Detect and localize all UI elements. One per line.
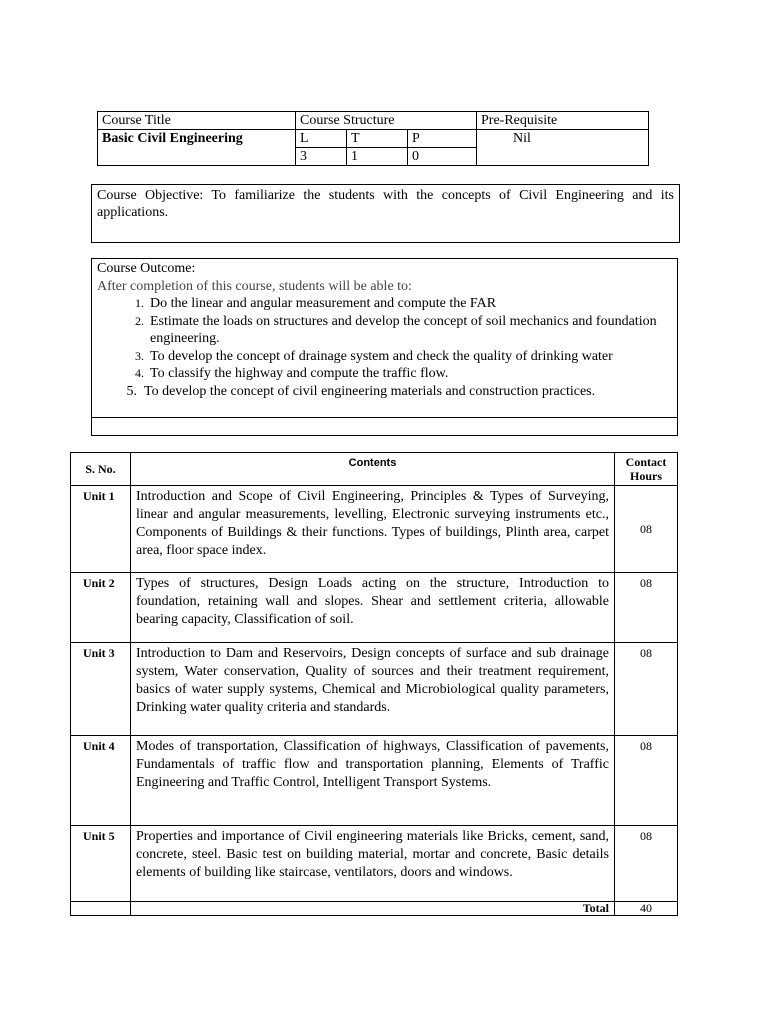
list-item [97, 348, 672, 366]
list-item [97, 295, 672, 313]
total-label: Total [131, 902, 615, 916]
unit-label: Unit 5 [71, 826, 131, 902]
total-row [71, 902, 678, 916]
outcome-empty-row [92, 417, 677, 435]
course-title-header: Course Title [98, 112, 296, 130]
table-row [71, 826, 678, 902]
contact-hours-header: Contact Hours [615, 453, 678, 486]
table-row [71, 486, 678, 573]
table-row [71, 573, 678, 643]
unit-label: Unit 1 [71, 486, 131, 573]
list-item-number: 5. [126, 383, 137, 399]
course-outcome-list [97, 295, 672, 400]
unit-contents: Introduction to Dam and Reservoirs, Design concepts of surface and sub drainage system, Water conservation, Quality of sources and their treatment requirement, basics of water supply systems, Chemical and Microbiological quality parameters, Drinking water quality criteria and standards. [131, 643, 615, 736]
lecture-label: L [296, 130, 347, 148]
unit-label: Unit 3 [71, 643, 131, 736]
list-item-number: 4. [135, 366, 144, 380]
prerequisite-header: Pre-Requisite [477, 112, 649, 130]
total-hours: 40 [615, 902, 678, 916]
course-outcome-box [91, 258, 678, 436]
unit-contents: Introduction and Scope of Civil Engineering, Principles & Types of Surveying, linear and angular measurements, levelling, Electronic surveying instruments etc., Components of Buildings & their functions. Types of buildings, Plinth area, carpet area, floor space index. [131, 486, 615, 573]
course-info-header-row [98, 112, 649, 130]
list-item-text: To classify the highway and compute the traffic flow. [150, 366, 449, 381]
unit-contents: Properties and importance of Civil engineering materials like Bricks, cement, sand, concrete, steel. Basic test on building material, mortar and concrete, Basic details elements of building like staircase, ventilators, doors and windows. [131, 826, 615, 902]
unit-label: Unit 2 [71, 573, 131, 643]
table-row [71, 736, 678, 826]
course-objective: Course Objective: To familiarize the students with the concepts of Civil Engineering and its applications. [91, 184, 680, 243]
sno-header: S. No. [71, 453, 131, 486]
unit-hours: 08 [615, 736, 678, 826]
list-item-number: 3. [135, 348, 144, 363]
unit-hours: 08 [615, 643, 678, 736]
list-item [97, 365, 672, 383]
list-item-text: To develop the concept of civil engineering materials and construction practices. [144, 383, 596, 399]
unit-hours: 08 [615, 826, 678, 902]
list-item-number: 1. [135, 296, 144, 310]
list-item-number: 2. [135, 313, 144, 328]
course-info-row [98, 130, 649, 148]
list-item-text: Do the linear and angular measurement and compute the FAR [150, 296, 497, 311]
contents-header: Contents [131, 453, 615, 486]
tutorial-value: 1 [347, 148, 408, 166]
total-empty-cell [71, 902, 131, 916]
lecture-value: 3 [296, 148, 347, 166]
unit-hours: 08 [615, 486, 678, 573]
list-item [97, 313, 672, 348]
unit-hours: 08 [615, 573, 678, 643]
course-info-table [97, 111, 649, 166]
table-row [71, 643, 678, 736]
unit-label: Unit 4 [71, 736, 131, 826]
course-structure-header: Course Structure [296, 112, 477, 130]
course-outcome-intro: After completion of this course, students will be able to: [97, 278, 412, 294]
units-header-row [71, 453, 678, 486]
prerequisite-value: Nil [477, 130, 649, 166]
course-title-value: Basic Civil Engineering [98, 130, 296, 166]
unit-contents: Modes of transportation, Classification of highways, Classification of pavements, Fundamentals of traffic flow and transportation planning, Elements of Traffic Engineering and Traffic Control, Intelligent Transport Systems. [131, 736, 615, 826]
tutorial-label: T [347, 130, 408, 148]
practical-label: P [408, 130, 477, 148]
list-item [97, 383, 672, 401]
practical-value: 0 [408, 148, 477, 166]
course-outcome-heading: Course Outcome: [97, 261, 196, 276]
units-table [70, 452, 678, 916]
unit-contents: Types of structures, Design Loads acting on the structure, Introduction to foundation, retaining wall and slopes. Shear and settlement criteria, allowable bearing capacity, Classification of soil. [131, 573, 615, 643]
list-item-text: To develop the concept of drainage system and check the quality of drinking water [150, 348, 613, 364]
list-item-text: Estimate the loads on structures and develop the concept of soil mechanics and foundation engineering. [150, 313, 657, 346]
